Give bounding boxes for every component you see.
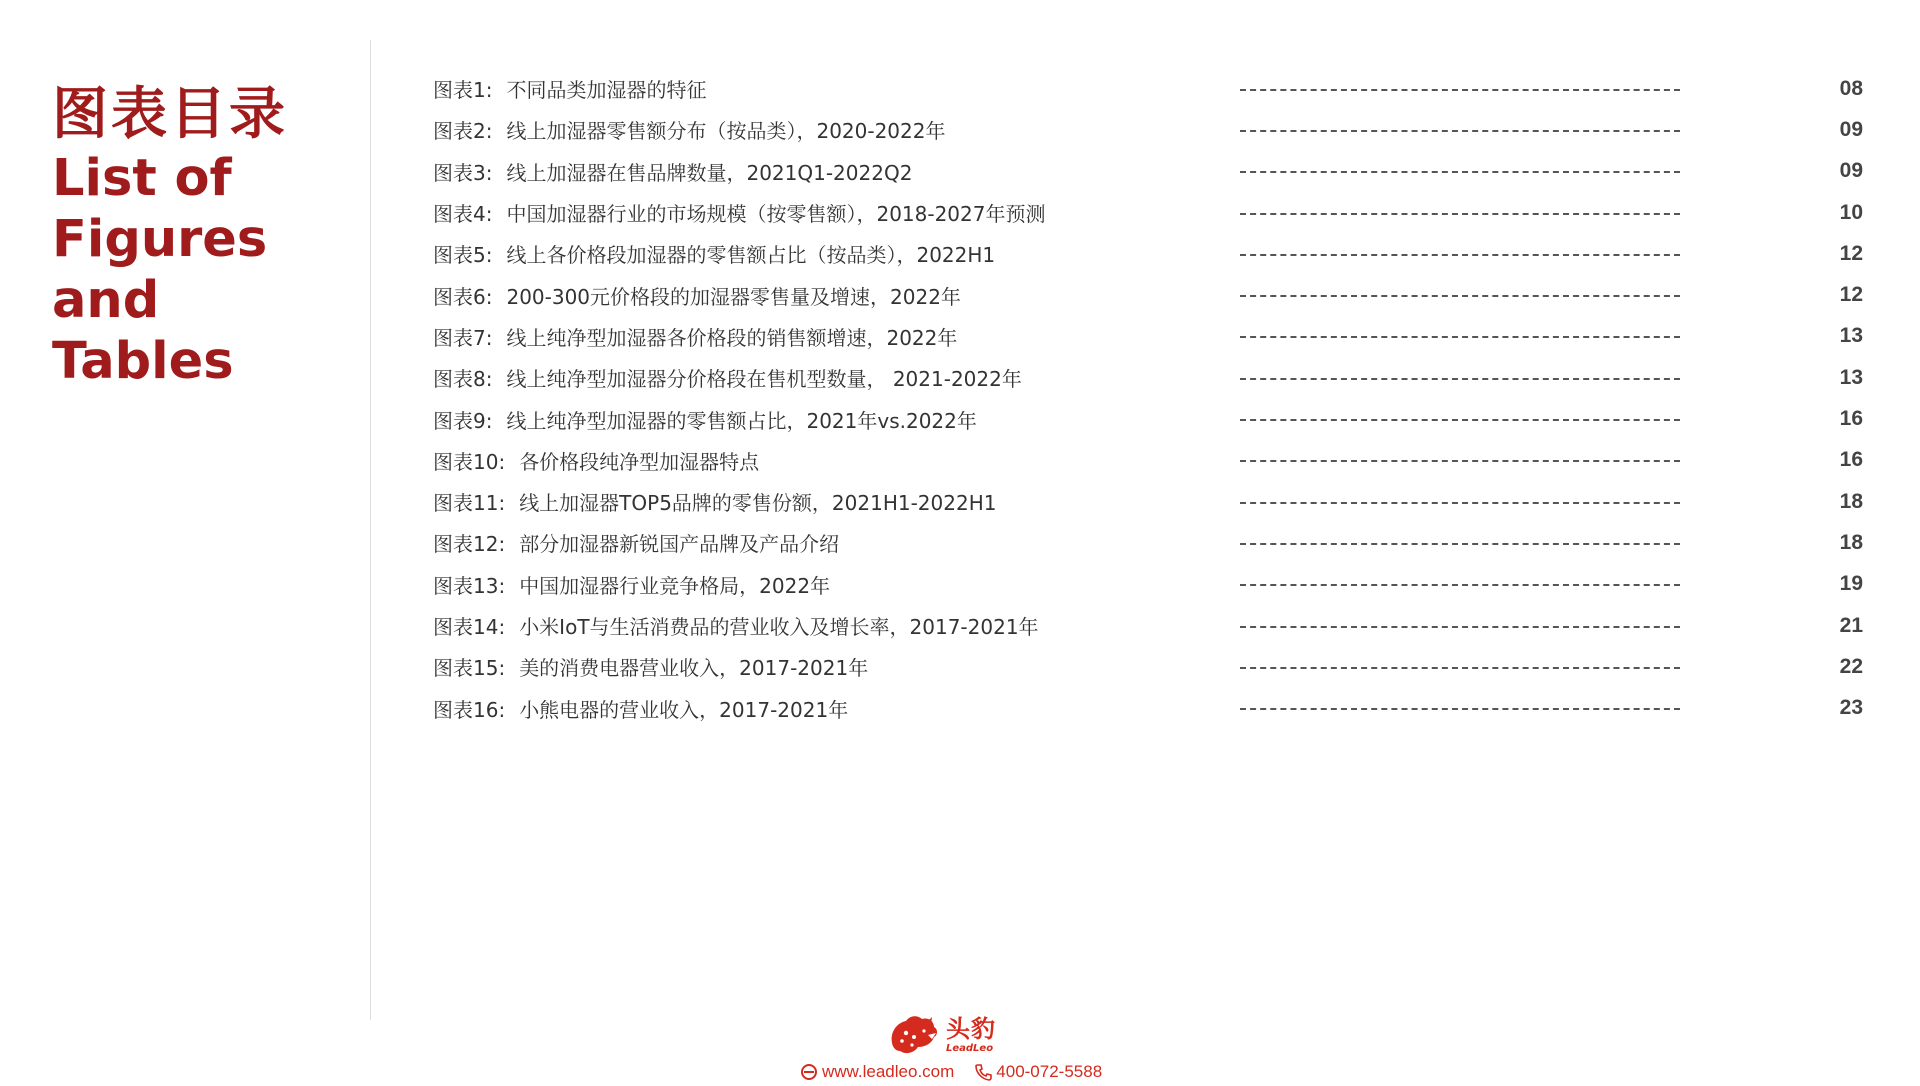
page-number: 12 bbox=[1839, 241, 1863, 265]
dotted-leader bbox=[1240, 130, 1680, 132]
toc-label bbox=[433, 363, 1022, 392]
heading-en-line1: List of bbox=[52, 149, 232, 208]
dotted-leader bbox=[1240, 378, 1680, 380]
web-icon bbox=[800, 1063, 818, 1081]
toc-row[interactable] bbox=[433, 151, 1863, 192]
dotted-leader bbox=[1240, 295, 1680, 297]
dotted-leader bbox=[1240, 543, 1680, 545]
figure-title: 线上各价格段加湿器的零售额占比（按品类），2022H1 bbox=[506, 243, 996, 268]
toc-row[interactable] bbox=[433, 274, 1863, 315]
toc-row[interactable] bbox=[433, 687, 1863, 728]
dotted-leader bbox=[1240, 584, 1680, 586]
toc-label bbox=[433, 115, 945, 144]
figure-title: 线上加湿器TOP5品牌的零售份额，2021H1-2022H1 bbox=[519, 491, 997, 516]
figure-number: 图表13: bbox=[433, 573, 506, 598]
toc-label bbox=[433, 694, 848, 723]
figure-number: 图表6: bbox=[433, 284, 493, 309]
page-number: 13 bbox=[1839, 365, 1863, 389]
toc-label bbox=[433, 487, 996, 516]
figure-number: 图表14: bbox=[433, 615, 506, 639]
dotted-leader bbox=[1240, 89, 1680, 91]
page-number: 21 bbox=[1839, 613, 1863, 637]
toc-row[interactable] bbox=[433, 646, 1863, 687]
phone-number: 400-072-5588 bbox=[996, 1062, 1103, 1081]
figure-title: 中国加湿器行业竞争格局，2022年 bbox=[519, 573, 831, 598]
figure-title: 线上纯净型加湿器各价格段的销售额增速，2022年 bbox=[506, 325, 958, 350]
toc-label bbox=[433, 446, 759, 475]
toc-label bbox=[433, 570, 830, 599]
page-number: 18 bbox=[1839, 530, 1863, 554]
dotted-leader bbox=[1240, 667, 1680, 669]
page-number: 09 bbox=[1839, 159, 1863, 183]
toc-label bbox=[433, 611, 1039, 640]
page-number: 16 bbox=[1839, 407, 1863, 431]
toc-label bbox=[433, 157, 912, 186]
toc-label bbox=[433, 652, 868, 681]
toc-row[interactable] bbox=[433, 398, 1863, 439]
toc-row[interactable] bbox=[433, 357, 1863, 398]
contact-info bbox=[800, 1062, 1130, 1082]
figure-title: 200-300元价格段的加湿器零售量及增速，2022年 bbox=[506, 284, 961, 309]
logo-text bbox=[946, 1014, 996, 1054]
heading-en-line3: and Tables bbox=[52, 271, 234, 391]
figure-title: 线上加湿器零售额分布（按品类），2020-2022年 bbox=[506, 119, 946, 144]
figure-list bbox=[433, 68, 1863, 729]
page-number: 18 bbox=[1839, 489, 1863, 513]
figure-number: 图表4: bbox=[433, 202, 493, 227]
figure-number: 图表15: bbox=[433, 656, 506, 681]
toc-label bbox=[433, 528, 839, 557]
dotted-leader bbox=[1240, 502, 1680, 504]
figure-title: 线上纯净型加湿器的零售额占比，2021年vs.2022年 bbox=[506, 408, 977, 433]
toc-label bbox=[433, 74, 706, 103]
toc-label bbox=[433, 239, 995, 268]
logo-en: LeadLeo bbox=[946, 1042, 994, 1054]
toc-row[interactable] bbox=[433, 233, 1863, 274]
heading-en bbox=[52, 148, 352, 392]
page-number: 08 bbox=[1839, 76, 1863, 100]
figure-number: 图表9: bbox=[433, 408, 493, 433]
toc-label bbox=[433, 322, 957, 351]
page-number: 23 bbox=[1839, 696, 1863, 720]
phone-icon bbox=[974, 1063, 992, 1081]
toc-row[interactable] bbox=[433, 109, 1863, 150]
toc-row[interactable] bbox=[433, 481, 1863, 522]
figure-number: 图表3: bbox=[433, 160, 493, 185]
dotted-leader bbox=[1240, 460, 1680, 462]
toc-row[interactable] bbox=[433, 68, 1863, 109]
figure-title: 各价格段纯净型加湿器特点 bbox=[519, 449, 760, 474]
page-number: 22 bbox=[1839, 654, 1863, 678]
dotted-leader bbox=[1240, 254, 1680, 256]
figure-number: 图表2: bbox=[433, 119, 493, 144]
heading-en-line2: Figures bbox=[52, 210, 268, 269]
page-heading bbox=[52, 82, 352, 392]
dotted-leader bbox=[1240, 708, 1680, 710]
toc-row[interactable] bbox=[433, 605, 1863, 646]
page-number: 19 bbox=[1839, 572, 1863, 596]
figure-number: 图表1: bbox=[433, 78, 493, 103]
figure-number: 图表11: bbox=[433, 491, 506, 516]
toc-label bbox=[433, 405, 977, 434]
dotted-leader bbox=[1240, 213, 1680, 215]
page-number: 09 bbox=[1839, 117, 1863, 141]
toc-row[interactable] bbox=[433, 192, 1863, 233]
page-number: 13 bbox=[1839, 324, 1863, 348]
dotted-leader bbox=[1240, 336, 1680, 338]
vertical-divider bbox=[370, 40, 371, 1020]
page-number: 16 bbox=[1839, 448, 1863, 472]
figure-number: 图表8: bbox=[433, 367, 493, 392]
page-number: 12 bbox=[1839, 283, 1863, 307]
figure-title: 小米IoT与生活消费品的营业收入及增长率，2017-2021年 bbox=[519, 615, 1039, 639]
leopard-icon bbox=[888, 1013, 940, 1057]
dotted-leader bbox=[1240, 626, 1680, 628]
heading-cn: 图表目录 bbox=[52, 82, 288, 147]
website-link[interactable]: www.leadleo.com bbox=[822, 1062, 955, 1081]
figure-number: 图表7: bbox=[433, 325, 493, 350]
dotted-leader bbox=[1240, 419, 1680, 421]
page-number: 10 bbox=[1839, 200, 1863, 224]
figure-title: 线上加湿器在售品牌数量，2021Q1-2022Q2 bbox=[506, 160, 913, 185]
toc-label bbox=[433, 198, 1045, 227]
figure-title: 中国加湿器行业的市场规模（按零售额），2018-2027年预测 bbox=[506, 202, 1046, 227]
figure-title: 小熊电器的营业收入，2017-2021年 bbox=[519, 697, 849, 722]
toc-label bbox=[433, 281, 961, 310]
figure-title: 美的消费电器营业收入，2017-2021年 bbox=[519, 656, 869, 681]
figure-number: 图表10: bbox=[433, 449, 506, 474]
toc-row[interactable] bbox=[433, 564, 1863, 605]
toc-row[interactable] bbox=[433, 522, 1863, 563]
leadleo-logo bbox=[888, 1012, 1008, 1058]
toc-row[interactable] bbox=[433, 316, 1863, 357]
figure-title: 不同品类加湿器的特征 bbox=[506, 78, 707, 103]
dotted-leader bbox=[1240, 171, 1680, 173]
figure-title: 线上纯净型加湿器分价格段在售机型数量， 2021-2022年 bbox=[506, 367, 1022, 392]
toc-row[interactable] bbox=[433, 440, 1863, 481]
logo-cn: 头豹 bbox=[946, 1014, 996, 1043]
figure-title: 部分加湿器新锐国产品牌及产品介绍 bbox=[519, 532, 840, 557]
figure-number: 图表16: bbox=[433, 697, 506, 722]
figure-number: 图表12: bbox=[433, 532, 506, 557]
figure-number: 图表5: bbox=[433, 243, 493, 268]
